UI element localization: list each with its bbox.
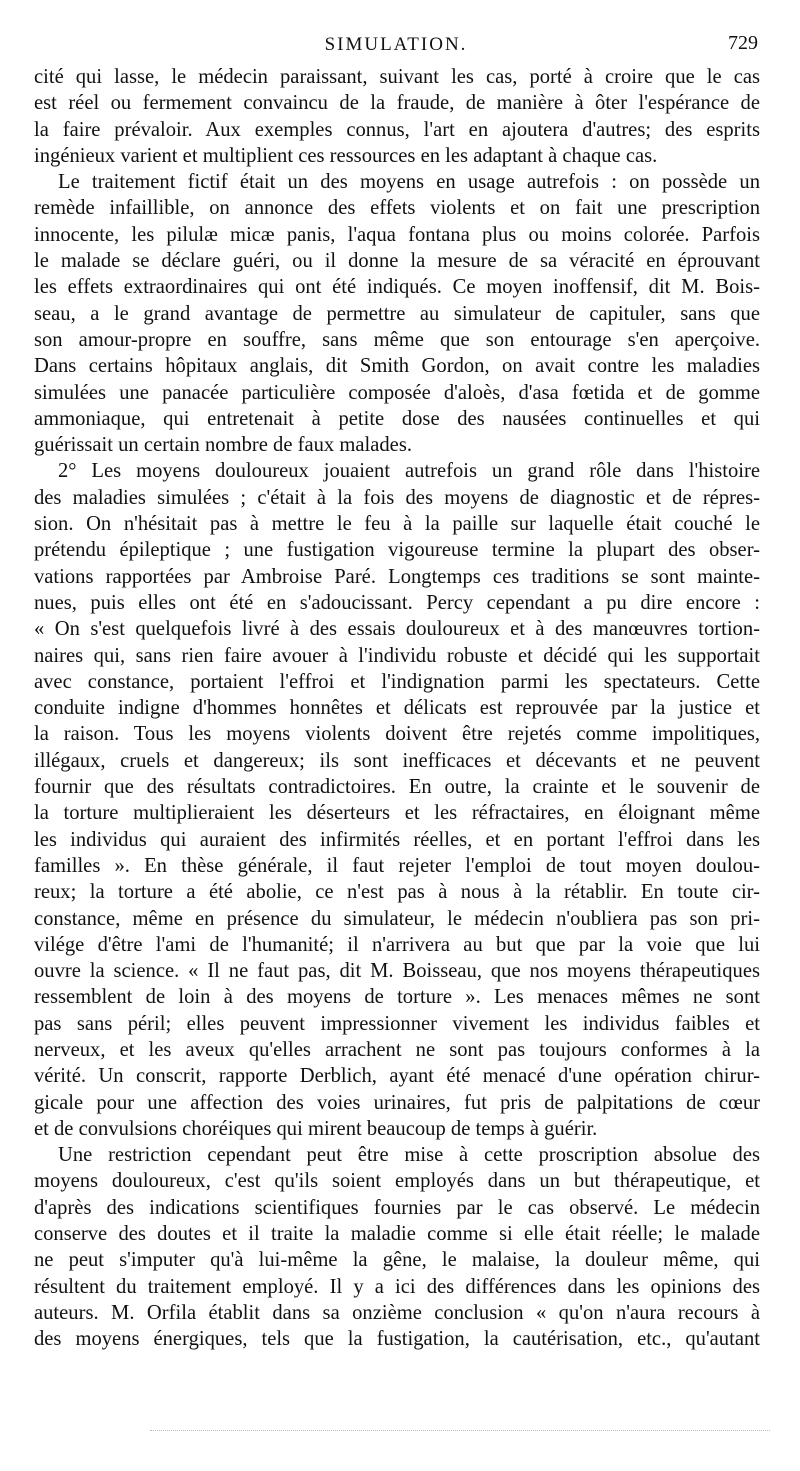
text-line: avec constance, portaient l'effroi et l'indignation parmi les spectateurs. Cette xyxy=(34,670,760,693)
text-line: et de convulsions choréiques qui mirent beaucoup de temps à guérir. xyxy=(34,1117,598,1140)
text-line: moyens douloureux, c'est qu'ils soient employés dans un but thérapeutique, et xyxy=(34,1170,760,1193)
footer-rule xyxy=(150,1430,770,1431)
text-line: innocente, les pilulæ micæ panis, l'aqua fontana plus ou moins colorée. Parfois xyxy=(34,223,760,246)
text-line: ressemblent de loin à des moyens de torture ». Les menaces mêmes ne sont xyxy=(34,986,760,1009)
text-line: gicale pour une affection des voies urinaires, fut pris de palpitations de cœur xyxy=(34,1091,760,1114)
page-header xyxy=(34,32,758,60)
text-line: les effets extraordinaires qui ont été indiqués. Ce moyen inoffensif, dit M. Bois- xyxy=(34,276,760,299)
text-line: seau, a le grand avantage de permettre au simulateur de capituler, sans que xyxy=(34,302,760,325)
text-line: nues, puis elles ont été en s'adoucissant. Percy cependant a pu dire encore : xyxy=(34,591,760,614)
body-text xyxy=(34,64,760,1353)
text-line: est réel ou fermement convaincu de la fraude, de manière à ôter l'espérance de xyxy=(34,92,760,115)
text-line: Le traitement fictif était un des moyens en usage autrefois : on possède un xyxy=(58,171,760,194)
text-line: fournir que des résultats contradictoires. En outre, la crainte et le souvenir de xyxy=(34,776,760,799)
text-line: ne peut s'imputer qu'à lui-même la gêne, le malaise, la douleur même, qui xyxy=(34,1249,760,1272)
text-line: Une restriction cependant peut être mise à cette proscription absolue des xyxy=(58,1144,760,1167)
text-line: la faire prévaloir. Aux exemples connus, l'art en ajoutera d'autres; des esprits xyxy=(34,118,760,141)
text-line: les individus qui auraient des infirmités réelles, et en portant l'effroi dans les xyxy=(34,828,760,851)
text-line: simulées une panacée particulière composée d'aloès, d'asa fœtida et de gomme xyxy=(34,381,760,404)
text-line: ouvre la science. « Il ne faut pas, dit M. Boisseau, que nos moyens thérapeutiques xyxy=(34,960,760,983)
text-line: conserve des doutes et il traite la maladie comme si elle était réelle; le malade xyxy=(34,1223,760,1246)
text-line: Dans certains hôpitaux anglais, dit Smith Gordon, on avait contre les maladies xyxy=(34,355,760,378)
text-line: familles ». En thèse générale, il faut rejeter l'emploi de tout moyen doulou- xyxy=(34,854,760,877)
text-line: la raison. Tous les moyens violents doivent être rejetés comme impolitiques, xyxy=(34,723,760,746)
page-number: 729 xyxy=(728,32,758,54)
text-line: des maladies simulées ; c'était à la fois des moyens de diagnostic et de répres- xyxy=(34,486,760,509)
text-line: sion. On n'hésitait pas à mettre le feu à la paille sur laquelle était couché le xyxy=(34,513,760,536)
text-line: 2° Les moyens douloureux jouaient autrefois un grand rôle dans l'histoire xyxy=(58,460,760,483)
text-line: vations rapportées par Ambroise Paré. Longtemps ces traditions se sont mainte- xyxy=(34,565,760,588)
running-title: SIMULATION. xyxy=(324,34,468,55)
text-line: auteurs. M. Orfila établit dans sa onzième conclusion « qu'on n'aura recours à xyxy=(34,1301,760,1324)
text-line: remède infaillible, on annonce des effets violents et on fait une prescription xyxy=(34,197,760,220)
text-line: illégaux, cruels et dangereux; ils sont inefficaces et décevants et ne peuvent xyxy=(34,749,760,772)
text-line: conduite indigne d'hommes honnêtes et délicats est reprouvée par la justice et xyxy=(34,697,760,720)
text-line: son amour-propre en souffre, sans même que son entourage s'en aperçoive. xyxy=(34,328,760,351)
text-line: résultent du traitement employé. Il y a ici des différences dans les opinions des xyxy=(34,1275,760,1298)
text-line: ammoniaque, qui entretenait à petite dose des nausées continuelles et qui xyxy=(34,407,760,430)
text-line: constance, même en présence du simulateur, le médecin n'oubliera pas son pri- xyxy=(34,907,760,930)
text-line: vilége d'être l'ami de l'humanité; il n'arrivera au but que par la voie que lui xyxy=(34,933,760,956)
text-line: reux; la torture a été abolie, ce n'est pas à nous à la rétablir. En toute cir- xyxy=(34,881,760,904)
text-line: d'après des indications scientifiques fournies par le cas observé. Le médecin xyxy=(34,1196,760,1219)
text-line: des moyens énergiques, tels que la fustigation, la cautérisation, etc., qu'autant xyxy=(34,1328,760,1351)
text-line: naires qui, sans rien faire avouer à l'individu robuste et décidé qui les supportait xyxy=(34,644,760,667)
text-line: vérité. Un conscrit, rapporte Derblich, ayant été menacé d'une opération chirur- xyxy=(34,1065,760,1088)
text-line: le malade se déclare guéri, ou il donne la mesure de sa véracité en éprouvant xyxy=(34,250,760,273)
text-line: guérissait un certain nombre de faux malades. xyxy=(34,434,412,457)
text-line: pas sans péril; elles peuvent impressionner vivement les individus faibles et xyxy=(34,1012,760,1035)
text-line: prétendu épileptique ; une fustigation vigoureuse termine la plupart des obser- xyxy=(34,539,760,562)
text-line: ingénieux varient et multiplient ces ressources en les adaptant à chaque cas. xyxy=(34,144,658,167)
text-line: nerveux, et les aveux qu'elles arrachent ne sont pas toujours conformes à la xyxy=(34,1038,760,1061)
text-line: « On s'est quelquefois livré à des essais douloureux et à des manœuvres tortion- xyxy=(34,618,760,641)
text-line: la torture multiplieraient les déserteurs et les réfractaires, en éloignant même xyxy=(34,802,760,825)
text-line: cité qui lasse, le médecin paraissant, suivant les cas, porté à croire que le cas xyxy=(34,66,760,88)
